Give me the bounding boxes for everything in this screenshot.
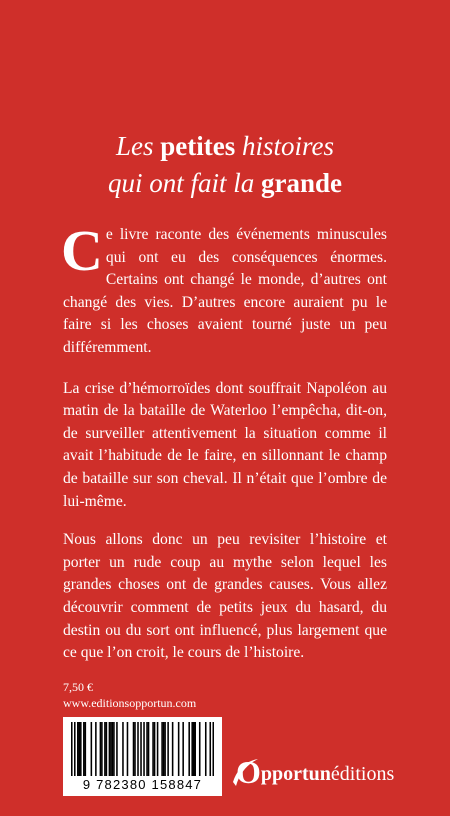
barcode-bar: [152, 722, 154, 776]
barcode-bar: [106, 722, 108, 776]
barcode-bar: [193, 722, 195, 776]
barcode-bar: [74, 722, 76, 776]
barcode-bar: [112, 722, 114, 776]
barcode-bar: [91, 722, 93, 776]
barcode-bar: [148, 722, 150, 776]
title-phrase: qui ont fait la: [107, 168, 261, 198]
isbn-number: 9 782380 158847: [82, 777, 203, 792]
barcode-bar: [163, 722, 165, 776]
barcode-bar: [154, 722, 156, 776]
blurb: [61, 218, 387, 681]
title-word-histoires: histoires: [235, 131, 334, 161]
barcode-bar: [109, 722, 111, 776]
barcode-bar: [212, 722, 214, 776]
barcode-bar: [122, 722, 124, 776]
barcode-bar: [178, 722, 180, 776]
barcode-bar: [113, 722, 115, 776]
barcode-bar: [85, 722, 87, 776]
barcode-bar: [77, 722, 79, 776]
publisher-url[interactable]: www.editionsopportun.com: [63, 696, 197, 710]
title-word-les: Les: [115, 131, 161, 161]
barcode-bar: [95, 722, 97, 776]
blurb-paragraph-2: La crise d’hémorroïdes dont souffrait Napoléon au matin de la bataille de Waterloo l’empêcha, dit-on, de surveiller attentivement la situation comme il avait l’habitude de le faire, en sillonnant le champ de bataille sur son cheval. Il n’était que l’ombre de lui-même.: [63, 379, 387, 510]
price: 7,50 €: [63, 680, 93, 694]
barcode-bar: [194, 722, 196, 776]
barcode-bar: [104, 722, 106, 776]
barcode-bar: [137, 722, 139, 776]
barcode-bar: [127, 722, 129, 776]
logo-swoosh-icon: [230, 756, 260, 790]
barcode-bar: [101, 722, 103, 776]
barcode-bars: [71, 722, 214, 776]
barcode-bar: [157, 722, 159, 776]
barcode-bar: [134, 722, 136, 776]
logo-suffix: éditions: [330, 763, 395, 785]
barcode-bar: [182, 722, 184, 776]
barcode-bar: [167, 722, 169, 776]
publisher-logo: [236, 754, 426, 790]
barcode-bar: [71, 722, 73, 776]
barcode-bar: [164, 722, 166, 776]
barcode-bar: [79, 722, 81, 776]
barcode-bar: [143, 722, 145, 776]
barcode-bar: [209, 722, 211, 776]
blurb-paragraph-1: [61, 218, 387, 360]
back-cover-title: [0, 128, 450, 202]
barcode-bar: [110, 722, 112, 776]
barcode-bar: [116, 722, 118, 776]
barcode: [63, 717, 222, 796]
logo-name: pportun: [260, 763, 331, 785]
title-line-2: [0, 165, 450, 202]
title-word-grande: grande: [261, 168, 342, 198]
barcode-bar: [199, 722, 201, 776]
barcode-bar: [146, 722, 148, 776]
title-word-petites: petites: [160, 131, 236, 161]
barcode-bar: [161, 722, 163, 776]
barcode-bar: [133, 722, 135, 776]
barcode-bar: [205, 722, 207, 776]
blurb-paragraph-1-text: e livre raconte des événements minuscules qui ont eu des conséquences énormes. Certains ont changé le monde, d’autres ont changé des vies. D’autres encore auraient pu le faire si les choses avaient tourné juste un peu différemment.: [63, 226, 387, 356]
barcode-bar: [191, 722, 193, 776]
barcode-bar: [188, 722, 190, 776]
logo-letter-o: O: [236, 754, 261, 790]
barcode-bar: [100, 722, 102, 776]
blurb-paragraph-3: Nous allons donc un peu revisiter l’histoire et porter un rude coup au mythe selon lequel les grandes choses ont de grandes causes. Vous allez découvrir comment de petits jeux du hasard, du destin ou du sort ont influencé, plus largement que ce que l’on croit, le cours de l’histoire.: [63, 531, 387, 662]
barcode-bar: [83, 722, 85, 776]
barcode-bar: [80, 722, 82, 776]
title-line-1: [0, 128, 450, 165]
barcode-bar: [140, 722, 142, 776]
drop-cap: C: [61, 218, 103, 283]
barcode-bar: [172, 722, 174, 776]
